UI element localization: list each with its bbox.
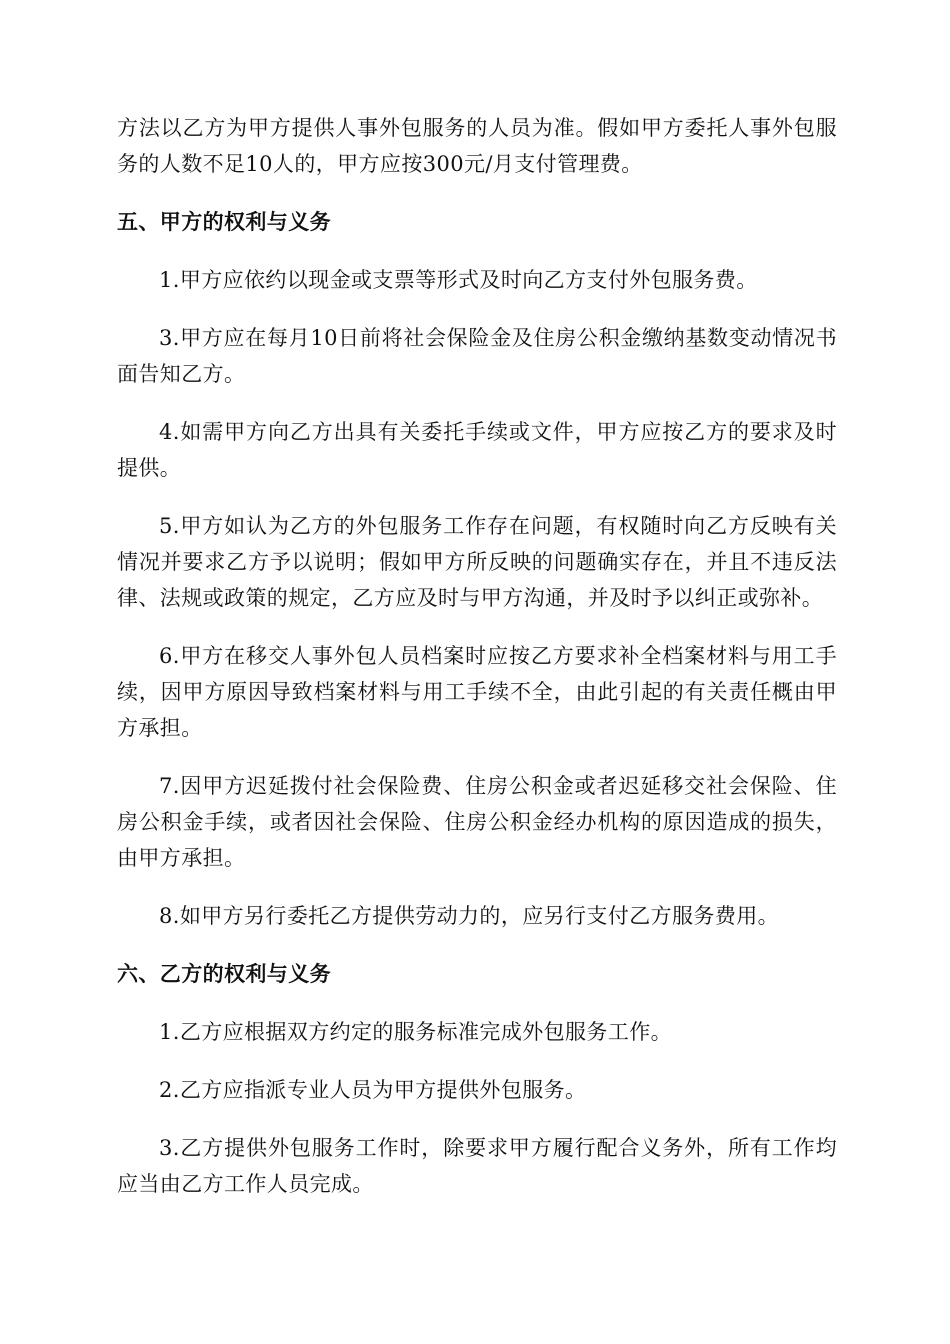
section-5-item-7: 7.因甲方迟延拨付社会保险费、住房公积金或者迟延移交社会保险、住房公积金手续，或者因社会保险、住房公积金经办机构的原因造成的损失，由甲方承担。 bbox=[117, 774, 837, 870]
section-5-item-3: 3.甲方应在每月10日前将社会保险金及住房公积金缴纳基数变动情况书面告知乙方。 bbox=[117, 326, 837, 386]
section-5-item-5: 5.甲方如认为乙方的外包服务工作存在问题，有权随时向乙方反映有关情况并要求乙方予以说明；假如甲方所反映的问题确实存在，并且不违反法律、法规或政策的规定，乙方应及时与甲方沟通，并及时予以纠正或弥补。 bbox=[117, 514, 837, 610]
section-5-heading: 五、甲方的权利与义务 bbox=[117, 210, 331, 234]
section-5-item-6: 6.甲方在移交人事外包人员档案时应按乙方要求补全档案材料与用工手续，因甲方原因导致档案材料与用工手续不全，由此引起的有关责任概由甲方承担。 bbox=[117, 644, 837, 740]
section-6-heading: 六、乙方的权利与义务 bbox=[117, 962, 331, 986]
document-body bbox=[117, 110, 837, 1202]
section-6-item-1: 1.乙方应根据双方约定的服务标准完成外包服务工作。 bbox=[159, 1020, 673, 1044]
section-6-item-3: 3.乙方提供外包服务工作时，除要求甲方履行配合义务外，所有工作均应当由乙方工作人员完成。 bbox=[117, 1136, 837, 1196]
section-6-item-2: 2.乙方应指派专业人员为甲方提供外包服务。 bbox=[159, 1078, 587, 1102]
section-5-item-4: 4.如需甲方向乙方出具有关委托手续或文件，甲方应按乙方的要求及时提供。 bbox=[117, 420, 837, 480]
continuation-paragraph: 方法以乙方为甲方提供人事外包服务的人员为准。假如甲方委托人事外包服务的人数不足10人的，甲方应按300元/月支付管理费。 bbox=[117, 116, 837, 176]
section-5-item-1: 1.甲方应依约以现金或支票等形式及时向乙方支付外包服务费。 bbox=[159, 268, 758, 292]
section-5-item-8: 8.如甲方另行委托乙方提供劳动力的，应另行支付乙方服务费用。 bbox=[159, 904, 780, 928]
